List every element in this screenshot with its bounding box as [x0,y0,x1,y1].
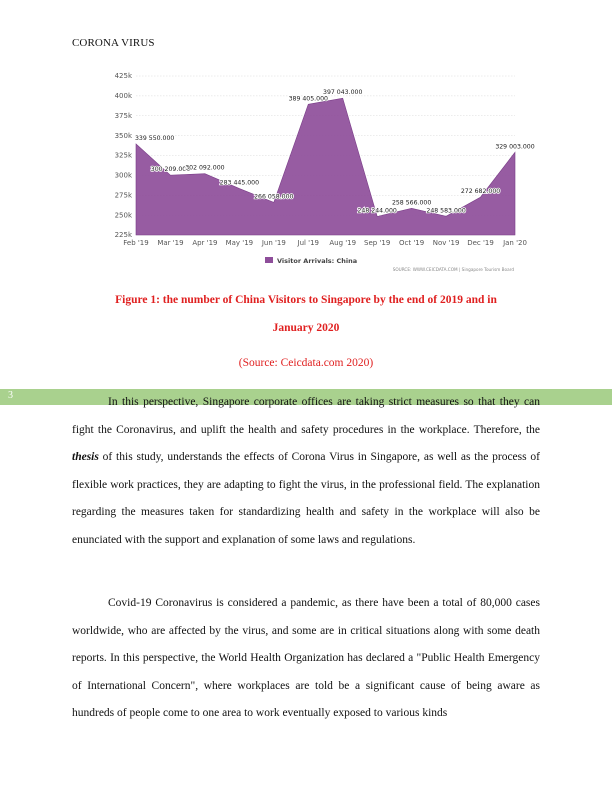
thesis-emphasis: thesis [72,451,99,464]
x-tick-label: Jan '20 [503,239,527,247]
x-tick-label: Dec '19 [467,239,494,247]
x-tick-label: Aug '19 [329,239,357,247]
legend-swatch [265,257,273,263]
x-tick-label: Sep '19 [364,239,391,247]
chart-source-note: SOURCE: WWW.CEICDATA.COM | Singapore Tourism Board [392,267,514,272]
data-label: 302 092.000 [185,164,225,172]
data-label: 258 566.000 [391,199,432,207]
data-label: 397 043.000 [323,89,363,97]
data-label: 339 550.000 [135,134,175,142]
figure-source: (Source: Ceicdata.com 2020) [238,357,374,369]
legend-label: Visitor Arrivals: China [277,257,358,265]
y-tick-label: 325k [114,151,132,160]
y-tick-label: 425k [114,72,132,81]
y-tick-label: 250k [114,211,132,220]
data-label: 248 583.000 [426,207,466,215]
figure-caption-line1: Figure 1: the number of China Visitors to Singapore by the end of 2019 and in [115,294,497,306]
y-tick-label: 275k [114,191,132,200]
x-tick-label: Mar '19 [157,239,184,247]
y-tick-label: 300k [114,171,132,180]
body-paragraph-1: In this perspective, Singapore corporate offices are taking strict measures so that they can fight the Coronavirus, and uplift the health and safety procedures in the workplace. Therefore, the thesis of this study, understands the effects of Corona Virus in Singapore, as well as the process of flexible work practices, they are adapting to fight the virus, in the professional field. The explanation regarding the measures taken for standardizing health and safety in the workplace will also be enunciated with the support and explanation of some laws and regulations. [72,396,540,546]
x-tick-label: Apr '19 [192,239,218,247]
y-tick-label: 225k [114,231,132,240]
y-tick-label: 350k [114,131,132,140]
line-number-marker: 3 [8,390,13,401]
data-label: 300 209.000 [150,166,191,174]
data-label: 329 003.000 [495,143,535,151]
data-label: 248 244.000 [357,207,397,215]
data-label: 266 058.000 [254,193,294,201]
x-tick-label: Nov '19 [432,239,460,247]
x-tick-label: Feb '19 [123,239,149,247]
y-tick-label: 400k [114,92,132,101]
x-tick-label: Jun '19 [261,239,286,247]
running-head: CORONA VIRUS [72,37,155,49]
data-label: 389 405.000 [288,95,328,103]
x-tick-label: Oct '19 [399,239,425,247]
x-tick-label: May '19 [225,239,254,247]
visitor-arrivals-chart [106,67,535,277]
data-label: 283 445.000 [219,179,260,187]
x-tick-label: Jul '19 [297,239,320,247]
body-paragraph-2: Covid-19 Coronavirus is considered a pandemic, as there have been a total of 80,000 cases worldwide, who are affected by the virus, and some are in critical situations along with some death reports. In this perspective, the World Health Organization has declared a "Public Health Emergency of International Concern", where workplaces are told be a significant cause of being aware as hundreds of people come to one area to work eventually exposed to various kinds [72,597,540,720]
data-label: 272 682.000 [460,188,501,196]
y-tick-label: 375k [114,111,132,120]
figure-caption-line2: January 2020 [272,322,340,334]
